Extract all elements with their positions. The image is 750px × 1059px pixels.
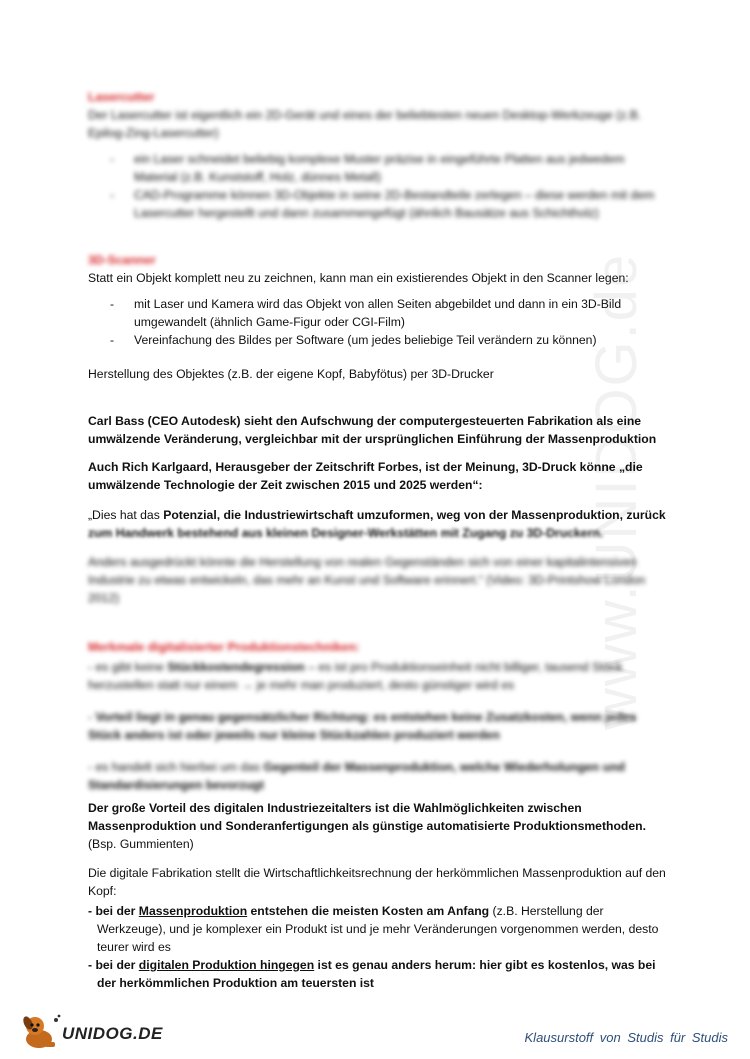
item1-prefix: - bei der [88, 904, 139, 918]
digital-list [88, 902, 666, 992]
list-item [88, 902, 666, 956]
list-item [88, 758, 666, 794]
digital-intro: Die digitale Fabrikation stellt die Wirtschaftlichkeitsrechnung der herkömmlichen Massenproduktion auf den Kopf: [88, 866, 666, 898]
lasercutter-heading: Lasercutter [88, 90, 155, 104]
item-lead: - es handelt sich hierbei um das [88, 760, 264, 774]
list-item: - Vereinfachung des Bildes per Software (um jedes beliebige Teil verändern zu können) [88, 331, 666, 349]
scanner-heading: 3D-Scanner [88, 253, 156, 267]
unidog-logo[interactable] [18, 1012, 163, 1052]
section-lasercutter [88, 88, 666, 222]
list-item: - ein Laser schneidet beliebig komplexe Muster präzise in eingeführte Platten aus jedwedem Material (z.B. Kunststoff, Holz, dünnes Metall) [88, 150, 666, 186]
section-3d-scanner [88, 251, 666, 349]
item1-underlined: Massenproduktion [138, 904, 248, 918]
digital-section [88, 864, 666, 992]
item1-rest: (z.B. Herstellung der Werkzeuge), und je komplexer ein Produkt ist und je mehr Veränderungen vorgenommen werden, desto teurer wird es [97, 904, 659, 954]
item-bold: Stückkostendegression [167, 660, 305, 674]
bass-quote: Carl Bass (CEO Autodesk) sieht den Aufschwung der computergesteuerten Fabrikation als eine umwälzende Veränderung, vergleichbar mit der ursprünglichen Einführung der Massenproduktion [88, 414, 657, 446]
blurred-paragraph: Anders ausgedrückt könnte die Herstellung von realen Gegenständen sich von einer kapitalintensiven Industrie zu etwas entwickeln, das mehr an Kunst und Software erinnert.“ (Video: 3D-Printshow London 2012) [88, 555, 646, 605]
lasercutter-list [88, 150, 666, 222]
vorteil-paragraph [88, 799, 666, 853]
item-bold: Vorteil [95, 710, 133, 724]
item2-bold: ist es genau anders herum: hier gibt es kostenlos, was bei der herkömmlichen Produktion am teuersten ist [97, 958, 656, 990]
quote-bold: Potenzial, die Industriewirtschaft umzuformen, weg von der Massenproduktion, zurück [163, 508, 666, 522]
item1-bold: entstehen die meisten Kosten am Anfang [247, 904, 490, 918]
vorteil-bold: Der große Vorteil des digitalen Industriezeitalters ist die Wahlmöglichkeiten zwischen Massenproduktion und Sonderanfertigungen als günstige automatisierte Produktionsmethoden. [88, 801, 646, 833]
quote-prefix: „Dies hat das [88, 508, 164, 522]
item-rest: liegt in genau gegensätzlicher Richtung: es entstehen keine Zusatzkosten, wenn jedes Stück anders ist oder jeweils nur kleine Stückzahlen produziert werden [88, 710, 637, 742]
vorteil-note: (Bsp. Gummienten) [88, 837, 194, 851]
item-lead: - [88, 710, 96, 724]
item-bold: Gegenteil der Massenproduktion, welche Wiederholungen und Standardisierungen bevorzugt [88, 760, 625, 792]
lasercutter-intro: Der Lasercutter ist eigentlich ein 2D-Gerät und eines der beliebtesten neuen Desktop-Werkzeuge (z.B. Epilog-Zing-Lasercutter) [88, 108, 642, 140]
potenzial-quote [88, 506, 666, 542]
list-item: - CAD-Programme können 3D-Objekte in seine 2D-Bestandteile zerlegen – diese werden mit dem Lasercutter hergestellt und dann zusammengefügt (ähnlich Bausätze aus Schichtholz) [88, 186, 666, 222]
merkmale-heading: Merkmale digitalisierter Produktionstechniken: [88, 640, 360, 654]
dog-icon [18, 1012, 62, 1052]
footer-tagline: Klausurstoff von Studis für Studis [524, 1030, 728, 1045]
scanner-herstellung: Herstellung des Objektes (z.B. der eigene Kopf, Babyfötus) per 3D-Drucker [88, 367, 494, 381]
section-merkmale [88, 638, 666, 794]
item2-underlined: digitalen Produktion hingegen [138, 958, 315, 972]
quote-line2: zum Handwerk bestehend aus kleinen Designer-Werkstätten mit Zugang zu 3D-Druckern. [88, 526, 604, 540]
item-rest: – es ist pro Produktionseinheit nicht billiger, tausend Stück herzustellen statt nur einem → je mehr man produziert, desto günstiger wird es [88, 660, 623, 692]
scanner-intro: Statt ein Objekt komplett neu zu zeichnen, kann man ein existierendes Objekt in den Scanner legen: [88, 271, 629, 285]
list-item [88, 658, 666, 694]
item-lead: - es gibt keine [88, 660, 168, 674]
karlgaard-quote: Auch Rich Karlgaard, Herausgeber der Zeitschrift Forbes, ist der Meinung, 3D-Druck könne „die umwälzende Technologie der Zeit zwischen 2015 und 2025 werden“: [88, 460, 643, 492]
list-item [88, 708, 666, 744]
logo-text: UNIDOG.DE [62, 1024, 163, 1043]
watermark-text: www.UNIDOG.de [584, 252, 649, 730]
scanner-list [88, 295, 666, 349]
list-item: - mit Laser und Kamera wird das Objekt von allen Seiten abgebildet und dann in ein 3D-Bild umgewandelt (ähnlich Game-Figur oder CGI-Film) [88, 295, 666, 331]
list-item [88, 956, 666, 992]
item2-prefix: - bei der [88, 958, 139, 972]
